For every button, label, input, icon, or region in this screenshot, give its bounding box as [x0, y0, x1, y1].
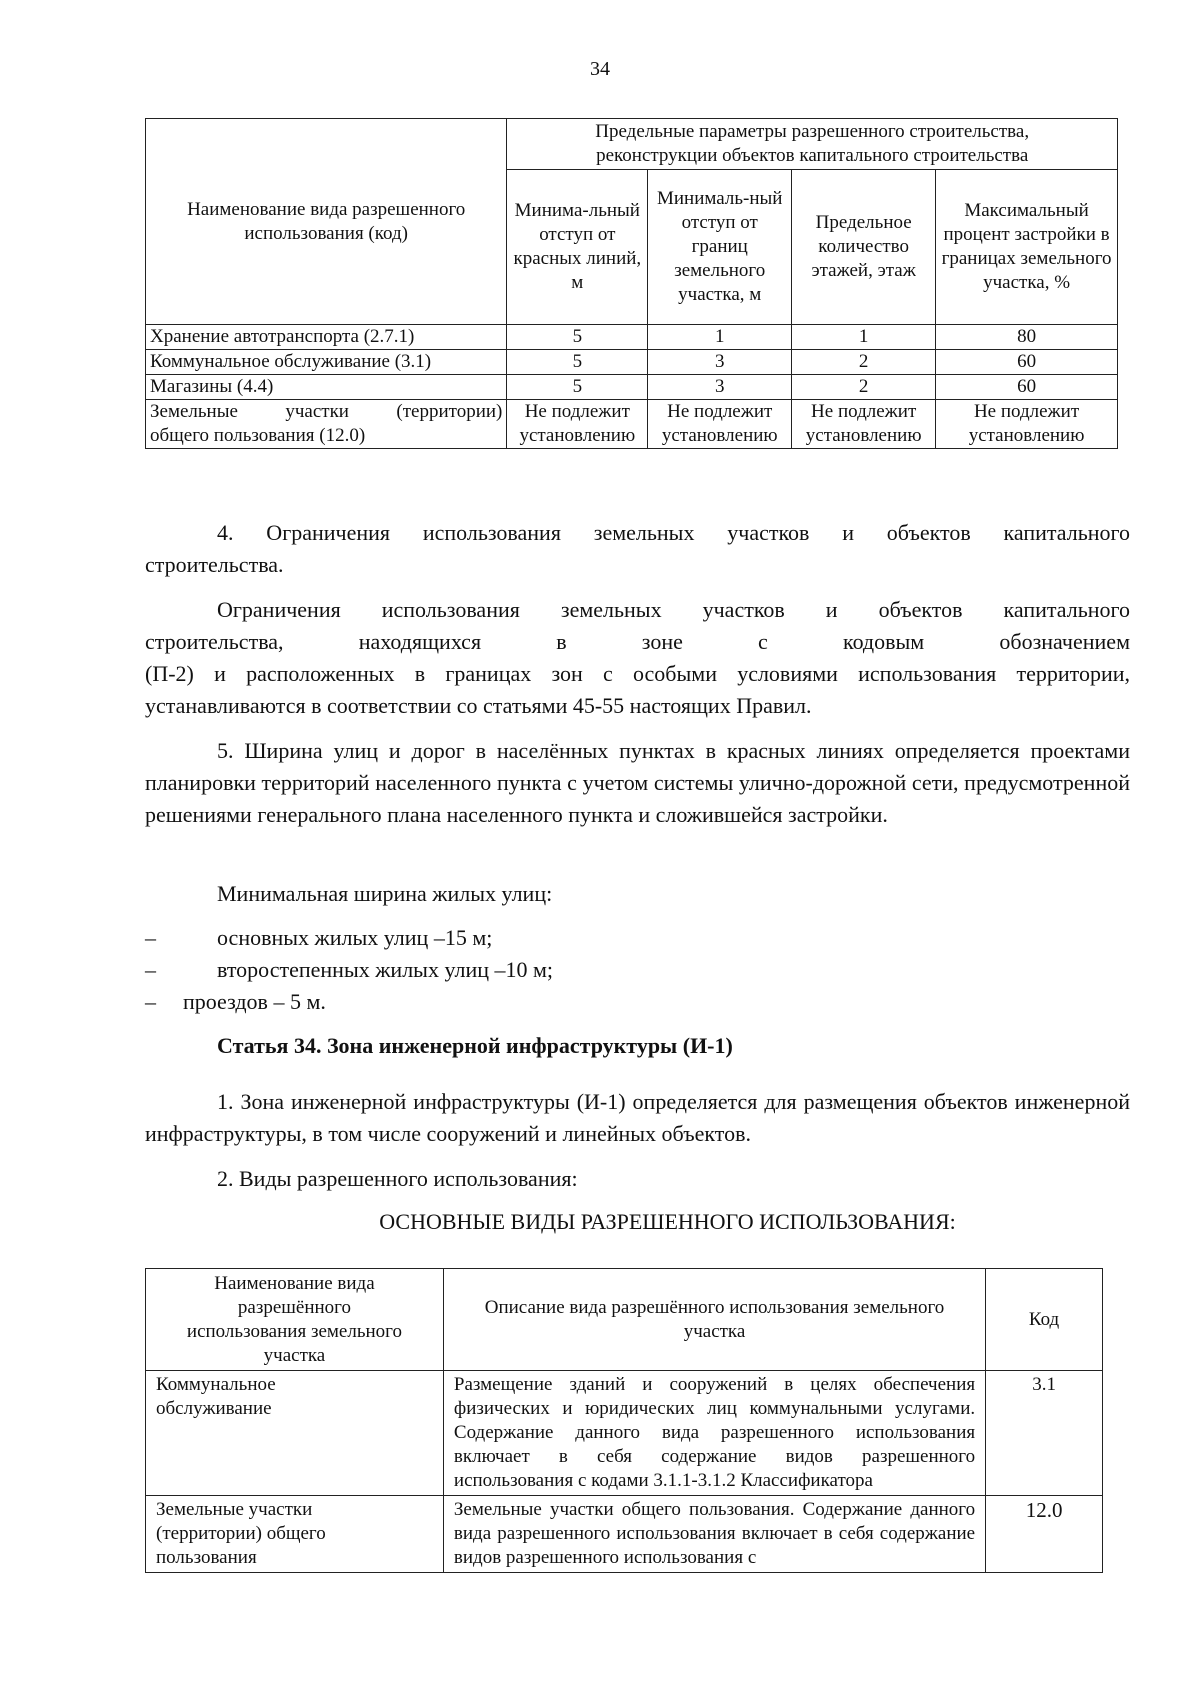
list-text: основных жилых улиц –15 м;	[217, 925, 493, 950]
article-34-para-2	[145, 1163, 1130, 1195]
uses-header-name: Наименование вида разрешённого использования земельного участка	[146, 1269, 444, 1371]
params-header-group: Предельные параметры разрешенного строительства, реконструкции объектов капитального строительства	[507, 119, 1118, 170]
row-name: Коммунальное обслуживание (3.1)	[146, 350, 507, 375]
row-name	[146, 400, 507, 449]
row-value: 5	[507, 375, 648, 400]
row-value: 3	[648, 350, 792, 375]
section-4-paragraph	[145, 594, 1130, 722]
row-value: Не подлежит установлению	[507, 400, 648, 449]
use-code: 3.1	[986, 1371, 1103, 1496]
width-list	[145, 922, 1130, 1018]
section-5	[145, 735, 1130, 831]
use-code: 12.0	[986, 1496, 1103, 1573]
row-value: Не подлежит установлению	[936, 400, 1118, 449]
params-subheader-plot-border: Минималь-ный отступ от границ земельного участка, м	[648, 170, 792, 325]
list-item	[145, 986, 1130, 1018]
list-item	[145, 954, 1130, 986]
row-value: Не подлежит установлению	[648, 400, 792, 449]
row-value: 60	[936, 350, 1118, 375]
use-description: Размещение зданий и сооружений в целях обеспечения физических и юридических лиц коммунальными услугами. Содержание данного вида разрешенного использования включает в себя содержание видов разрешенного использования с кодами 3.1.1-3.1.2 Классификатора	[443, 1371, 985, 1496]
table-row	[146, 375, 1118, 400]
use-name: Коммунальное обслуживание	[146, 1371, 444, 1496]
row-value: 60	[936, 375, 1118, 400]
section-4-heading-line: строительства.	[145, 552, 284, 577]
paragraph-line: Ограничения использования земельных участков и объектов капитального	[217, 597, 1130, 622]
params-header-name: Наименование вида разрешенного использования (код)	[146, 119, 507, 325]
row-value: Не подлежит установлению	[792, 400, 936, 449]
min-width-intro	[145, 878, 1130, 910]
params-subheader-coverage: Максимальный процент застройки в границах земельного участка, %	[936, 170, 1118, 325]
paragraph-text: Минимальная ширина жилых улиц:	[217, 881, 553, 906]
main-uses-heading	[145, 1206, 1130, 1238]
params-subheader-floors: Предельное количество этажей, этаж	[792, 170, 936, 325]
section-4	[145, 517, 1130, 581]
page-number: 34	[590, 58, 610, 80]
row-value: 3	[648, 375, 792, 400]
article-34-title	[145, 1030, 1130, 1062]
paragraph-text: (П-2) и расположенных в границах зон с особыми условиями использования территории, устанавливаются в соответствии со статьями 45-55 настоящих Правил.	[145, 661, 1130, 718]
table-row	[146, 400, 1118, 449]
list-item	[145, 922, 1130, 954]
uses-header-desc: Описание вида разрешённого использования земельного участка	[443, 1269, 985, 1371]
paragraph-text: 2. Виды разрешенного использования:	[217, 1166, 578, 1191]
list-dash: –	[145, 989, 156, 1014]
params-header-row	[146, 119, 1118, 170]
row-value: 5	[507, 325, 648, 350]
row-value: 80	[936, 325, 1118, 350]
list-text: проездов – 5 м.	[183, 989, 326, 1014]
row-name: Магазины (4.4)	[146, 375, 507, 400]
row-value: 2	[792, 350, 936, 375]
use-description: Земельные участки общего пользования. Содержание данного вида разрешенного использования включает в себя содержание видов разрешенного использования с	[443, 1496, 985, 1573]
use-name: Земельные участки (территории) общего пользования	[146, 1496, 444, 1573]
paragraph-text: 5. Ширина улиц и дорог в населённых пунктах в красных линиях определяется проектами планировки территорий населенного пункта с учетом системы улично-дорожной сети, предусмотренной решениями генерального плана населенного пункта и сложившейся застройки.	[145, 738, 1130, 827]
table-row	[146, 350, 1118, 375]
row-value: 5	[507, 350, 648, 375]
main-uses-table	[145, 1268, 1103, 1573]
row-name-line: Земельные участки (территории)	[150, 401, 503, 422]
uses-header-code: Код	[986, 1269, 1103, 1371]
list-dash: –	[145, 957, 156, 982]
row-value: 1	[648, 325, 792, 350]
section-title: ОСНОВНЫЕ ВИДЫ РАЗРЕШЕННОГО ИСПОЛЬЗОВАНИЯ:	[379, 1209, 956, 1234]
list-text: второстепенных жилых улиц –10 м;	[217, 957, 554, 982]
table-row	[146, 1371, 1103, 1496]
params-subheader-red-lines: Минима-льный отступ от красных линий, м	[507, 170, 648, 325]
parameters-table	[145, 118, 1118, 449]
uses-header-row	[146, 1269, 1103, 1371]
table-row	[146, 325, 1118, 350]
row-name-line: общего пользования (12.0)	[150, 425, 366, 446]
article-title: Статья 34. Зона инженерной инфраструктуры (И-1)	[217, 1033, 733, 1058]
article-34-para-1	[145, 1086, 1130, 1150]
paragraph-line: строительства, находящихся в зоне с кодовым обозначением	[145, 629, 1130, 654]
row-name: Хранение автотранспорта (2.7.1)	[146, 325, 507, 350]
paragraph-text: 1. Зона инженерной инфраструктуры (И-1) определяется для размещения объектов инженерной инфраструктуры, в том числе сооружений и линейных объектов.	[145, 1089, 1130, 1146]
row-value: 2	[792, 375, 936, 400]
list-dash: –	[145, 925, 156, 950]
section-4-heading-line: 4. Ограничения использования земельных участков и объектов капитального	[217, 520, 1130, 545]
row-value: 1	[792, 325, 936, 350]
table-row	[146, 1496, 1103, 1573]
